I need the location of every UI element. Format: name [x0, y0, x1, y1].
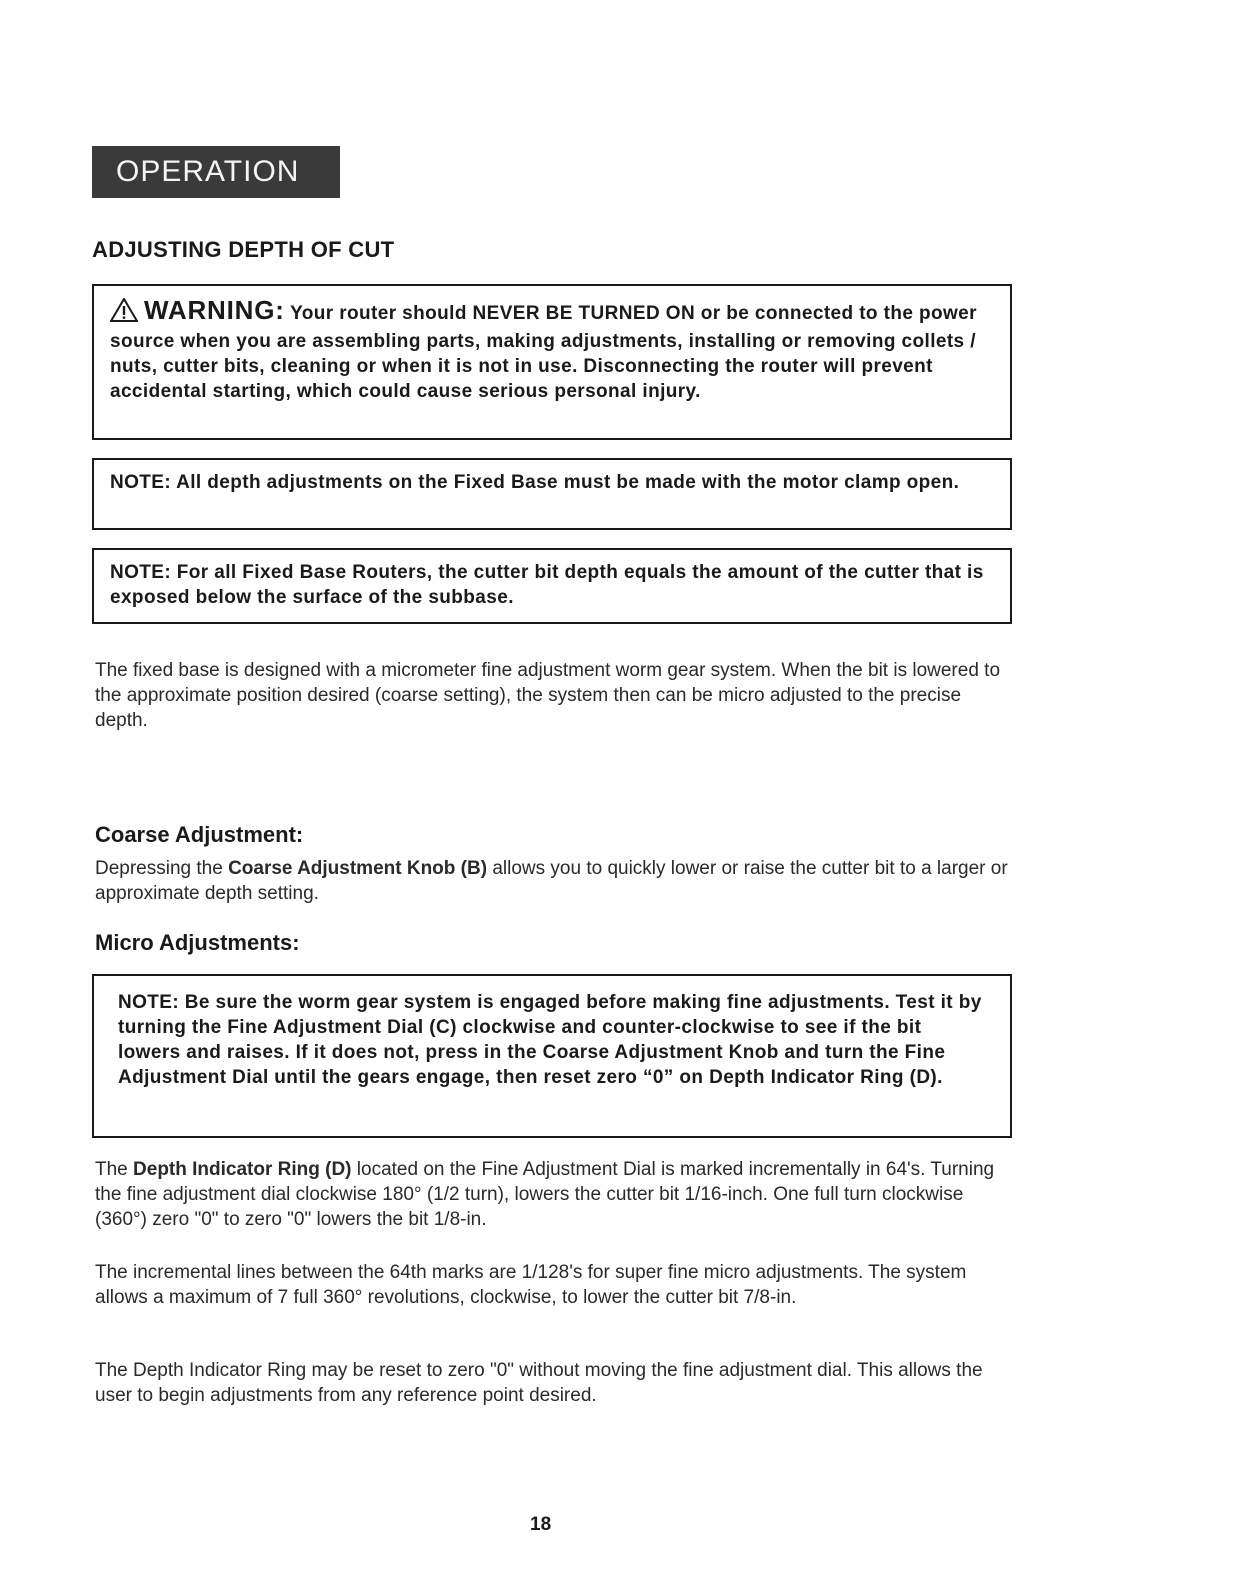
note-worm-gear: NOTE: Be sure the worm gear system is engaged before making fine adjustments. Test it by turning the Fine Adjustment Dial (C) clockwise and counter-clockwise to see if the bit lowers and raises. If it does not, press in the Coarse Adjustment Knob and turn the Fine Adjustment Dial until the gears engage, then reset zero “0” on Depth Indicator Ring (D). — [92, 974, 1012, 1138]
page-number: 18 — [530, 1514, 552, 1535]
coarse-adjustment-heading: Coarse Adjustment: — [95, 822, 304, 847]
reset-paragraph: The Depth Indicator Ring may be reset to zero "0" without moving the fine adjustment dial. This allows the user to begin adjustments from any reference point desired. — [95, 1360, 983, 1406]
intro-paragraph: The fixed base is designed with a micrometer fine adjustment worm gear system. When the bit is lowered to the approximate position desired (coarse setting), the system then can be micro adjusted to the precise depth. — [95, 660, 1001, 731]
section-banner: OPERATION — [92, 146, 340, 198]
depth-ring-term: Depth Indicator Ring (D) — [133, 1159, 352, 1180]
coarse-rest: allows you to quickly lower or raise the cutter bit to a larger or approximate depth setting. — [95, 858, 1008, 904]
micro-adjustments-heading: Micro Adjustments: — [95, 930, 300, 955]
warning-heading: WARNING: — [144, 295, 285, 325]
page-title: ADJUSTING DEPTH OF CUT — [92, 237, 395, 262]
warning-text: Your router should NEVER BE TURNED ON or be connected to the power source when you are assembling parts, making adjustments, installing or removing collets / nuts, cutter bits, cleaning or when it is not in use. Disconnecting the router will prevent accidental starting, which could cause serious personal injury. — [110, 303, 977, 402]
warning-triangle-icon — [110, 298, 138, 329]
incremental-paragraph: The incremental lines between the 64th marks are 1/128's for super fine micro adjustments. The system allows a maximum of 7 full 360° revolutions, clockwise, to lower the cutter bit 7/8-in. — [95, 1262, 967, 1308]
note-cutter-depth: NOTE: For all Fixed Base Routers, the cutter bit depth equals the amount of the cutter that is exposed below the surface of the subbase. — [92, 548, 1012, 624]
depth-ring-lead: The — [95, 1159, 128, 1180]
depth-ring-rest: located on the Fine Adjustment Dial is marked incrementally in 64's. Turning the fine adjustment dial clockwise 180° (1/2 turn), lowers the cutter bit 1/16-inch. One full turn clockwise (360°) zero "0" to zero "0" lowers the bit 1/8-in. — [95, 1159, 995, 1230]
warning-box — [92, 284, 1012, 440]
note-fixed-base: NOTE: All depth adjustments on the Fixed Base must be made with the motor clamp open. — [92, 458, 1012, 530]
coarse-knob-term: Coarse Adjustment Knob (B) — [228, 858, 488, 879]
coarse-adjustment-paragraph — [95, 856, 1015, 906]
depth-ring-paragraph — [95, 1157, 1015, 1232]
coarse-lead: Depressing the — [95, 858, 223, 879]
